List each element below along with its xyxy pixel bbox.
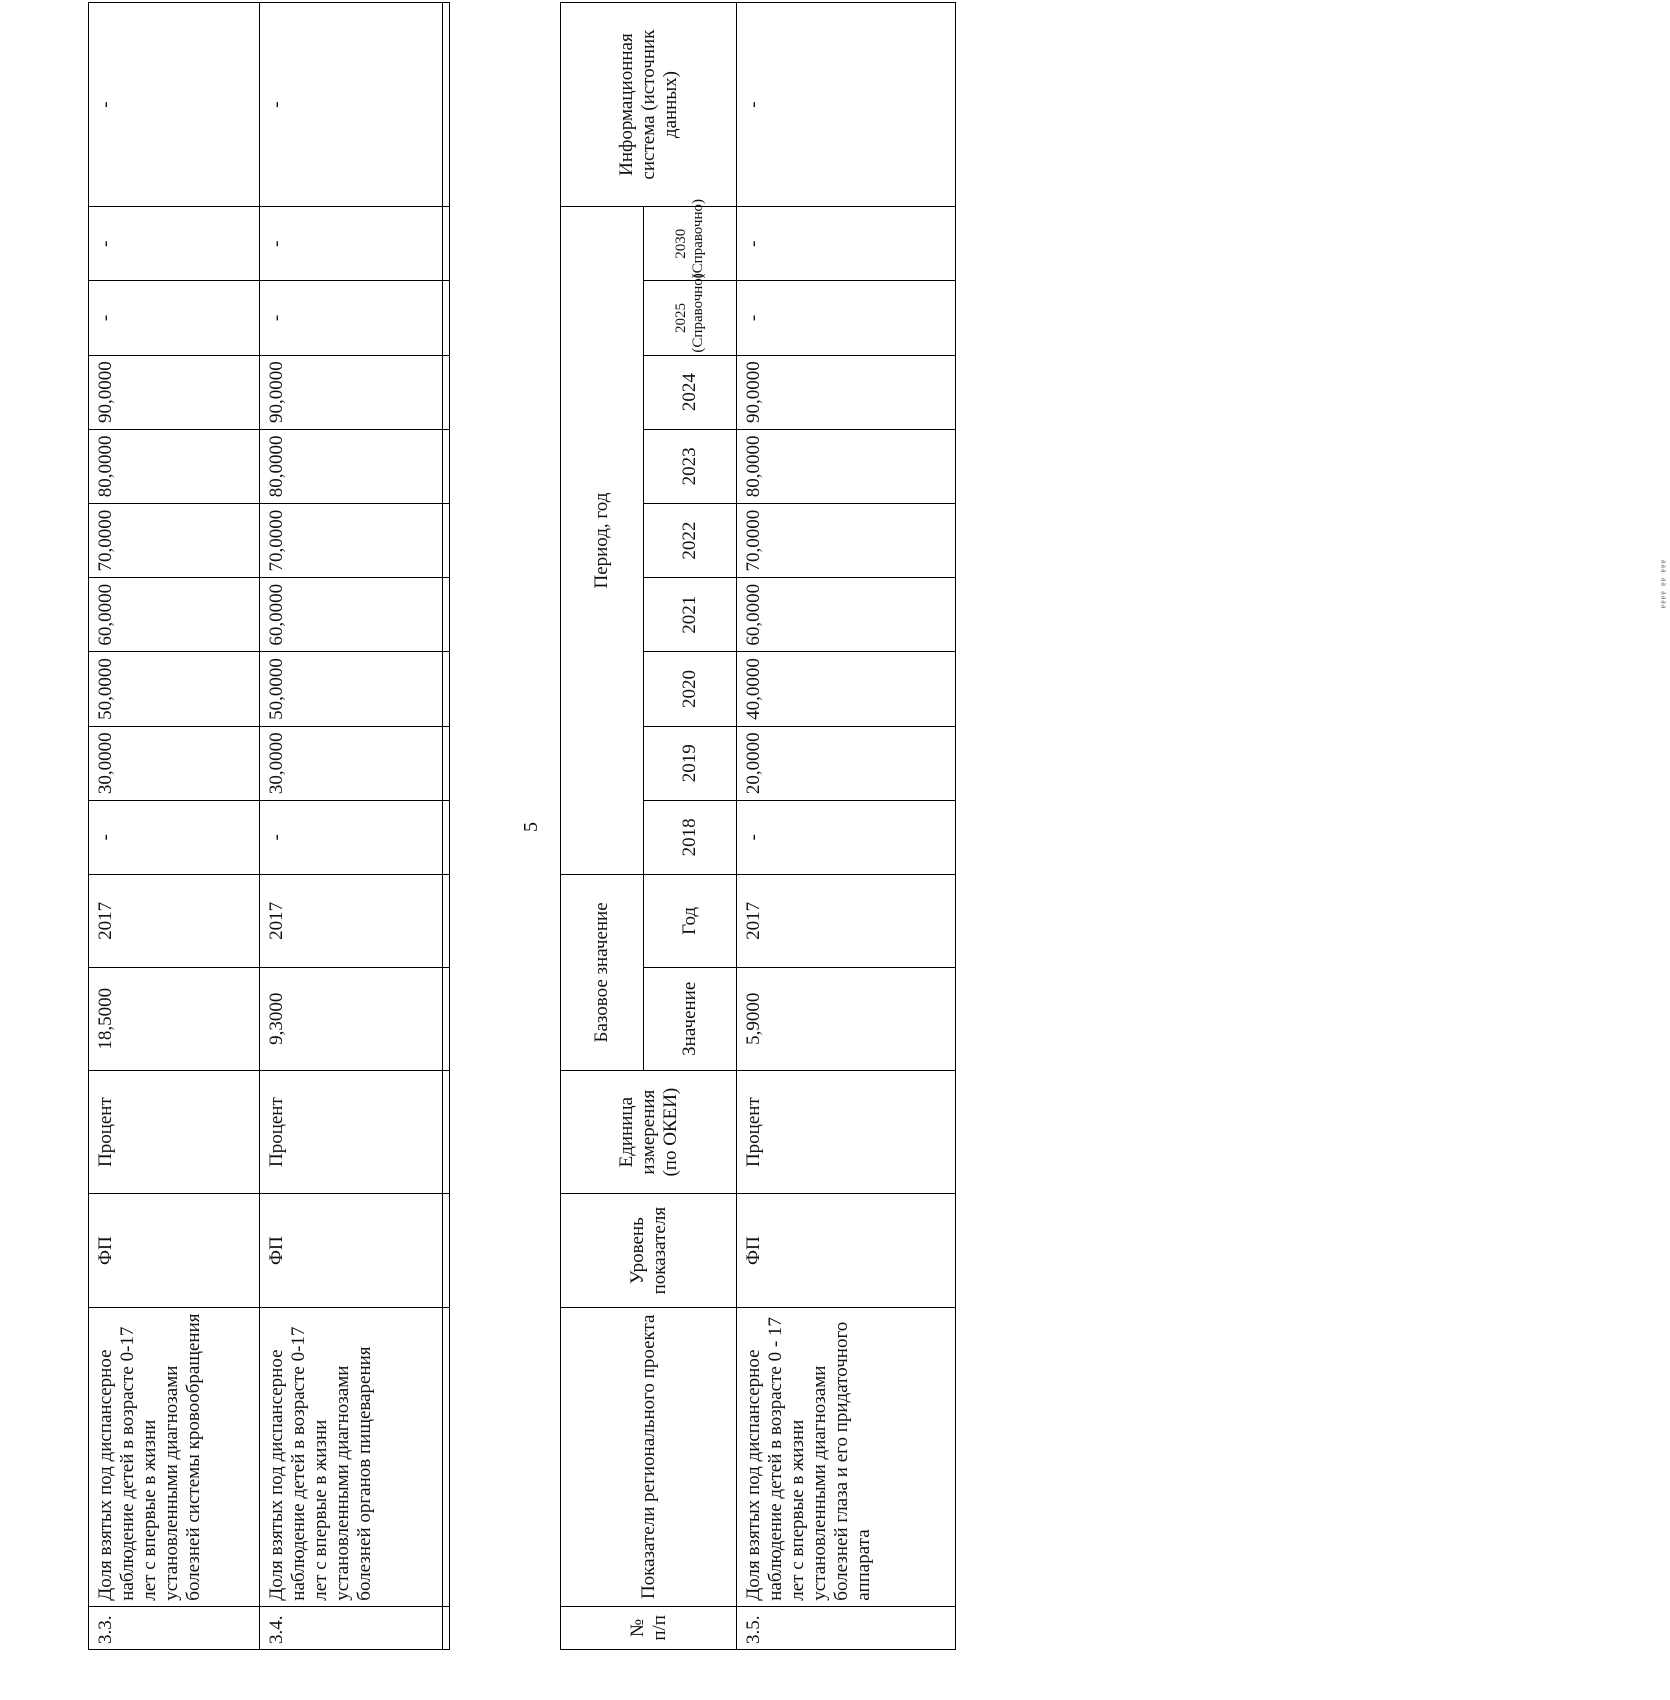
header-2022: 2022: [644, 503, 737, 577]
base-year: 2017: [89, 874, 260, 967]
page-number: 5: [520, 822, 542, 832]
value-2030: -: [737, 207, 956, 281]
row-number: 3.4.: [260, 1606, 443, 1649]
header-2020: 2020: [644, 652, 737, 726]
value-2024: 90,0000: [260, 355, 443, 429]
header-2021: 2021: [644, 578, 737, 652]
value-2019: 30,0000: [260, 726, 443, 800]
value-2023: 80,0000: [737, 429, 956, 503]
header-2018: 2018: [644, 800, 737, 874]
header-2023: 2023: [644, 429, 737, 503]
value-2021: 60,0000: [737, 578, 956, 652]
table-row: [443, 3, 450, 1650]
base-value: 9,3000: [260, 967, 443, 1070]
scan-header-mark: ᵃᵃᵃ ᵃᵃ ᵃᵃᵃᵃ: [1655, 560, 1670, 610]
value-2024: 90,0000: [737, 355, 956, 429]
value-2021: 60,0000: [260, 578, 443, 652]
value-2019: 20,0000: [737, 726, 956, 800]
value-2023: 80,0000: [89, 429, 260, 503]
info-system: -: [737, 3, 956, 207]
header-2030: 2030 (Справочно): [644, 207, 737, 281]
indicator-name: Доля взятых под диспансерное наблюдение детей в возрасте 0 - 17 лет с впервые в жизни установленными диагнозами болезней глаза и его придаточного аппарата: [737, 1307, 956, 1606]
value-2023: 80,0000: [260, 429, 443, 503]
header-2019: 2019: [644, 726, 737, 800]
indicator-name: Доля взятых под диспансерное наблюдение детей в возрасте 0-17 лет с впервые в жизни установленными диагнозами болезней органов пищеварения: [260, 1307, 443, 1606]
row-number: 3.3.: [89, 1606, 260, 1649]
indicators-table-continued: [88, 2, 450, 1650]
header-indicator: Показатели регионального проекта: [561, 1307, 737, 1606]
value-2022: 70,0000: [89, 503, 260, 577]
indicator-level: ФП: [737, 1194, 956, 1307]
header-base: Базовое значение: [561, 874, 644, 1070]
info-system: -: [260, 3, 443, 207]
indicator-unit: Процент: [737, 1070, 956, 1194]
header-2025: 2025 (Справочно): [644, 281, 737, 355]
info-system: -: [89, 3, 260, 207]
value-2030: -: [260, 207, 443, 281]
header-period: Период, год: [561, 207, 644, 875]
header-level: Уровень показателя: [561, 1194, 737, 1307]
indicators-table: [560, 2, 956, 1650]
base-year: 2017: [737, 874, 956, 967]
base-year: 2017: [260, 874, 443, 967]
indicator-unit: Процент: [260, 1070, 443, 1194]
value-2025: -: [260, 281, 443, 355]
value-2022: 70,0000: [737, 503, 956, 577]
indicator-level: ФП: [89, 1194, 260, 1307]
indicator-name: Доля взятых под диспансерное наблюдение детей в возрасте 0-17 лет с впервые в жизни установленными диагнозами болезней системы кровообращения: [89, 1307, 260, 1606]
value-2025: -: [89, 281, 260, 355]
value-2020: 50,0000: [89, 652, 260, 726]
value-2020: 50,0000: [260, 652, 443, 726]
table-row: [89, 3, 260, 1650]
value-2018: -: [89, 800, 260, 874]
value-2020: 40,0000: [737, 652, 956, 726]
table-row: [737, 3, 956, 1650]
row-number: 3.5.: [737, 1606, 956, 1649]
indicator-level: ФП: [260, 1194, 443, 1307]
value-2022: 70,0000: [260, 503, 443, 577]
value-2019: 30,0000: [89, 726, 260, 800]
base-value: 5,9000: [737, 967, 956, 1070]
table-row: [260, 3, 443, 1650]
base-value: 18,5000: [89, 967, 260, 1070]
header-base-year: Год: [644, 874, 737, 967]
header-unit: Единица измерения (по ОКЕИ): [561, 1070, 737, 1194]
value-2021: 60,0000: [89, 578, 260, 652]
value-2018: -: [260, 800, 443, 874]
value-2025: -: [737, 281, 956, 355]
value-2018: -: [737, 800, 956, 874]
header-num: № п/п: [561, 1606, 737, 1649]
table-header-row: [561, 3, 644, 1650]
header-info-system: Информационная система (источник данных): [561, 3, 737, 207]
value-2024: 90,0000: [89, 355, 260, 429]
indicator-unit: Процент: [89, 1070, 260, 1194]
header-base-value: Значение: [644, 967, 737, 1070]
header-2024: 2024: [644, 355, 737, 429]
value-2030: -: [89, 207, 260, 281]
